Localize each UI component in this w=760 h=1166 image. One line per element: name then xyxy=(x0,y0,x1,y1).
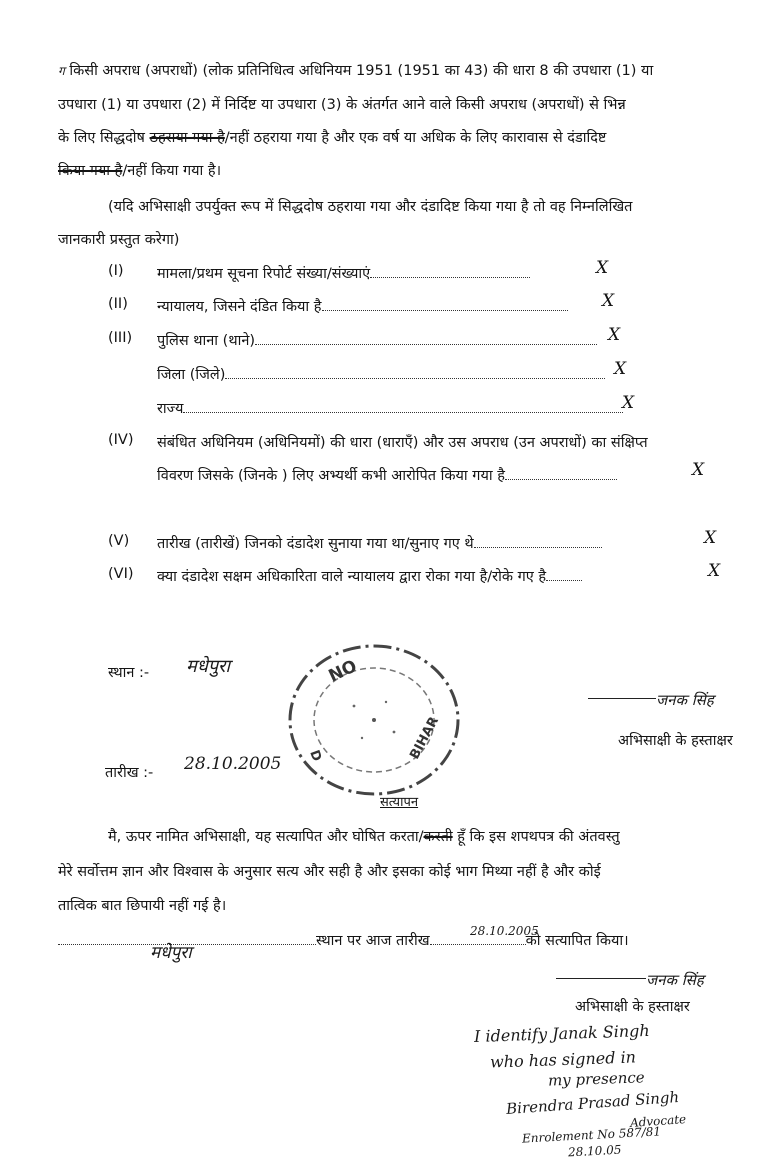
item-iii-label: पुलिस थाना (थाने) xyxy=(157,333,256,349)
verification-end-text: को सत्यापित किया। xyxy=(525,933,629,949)
item-iv-line-2 xyxy=(157,465,617,485)
item-state-value: X xyxy=(622,393,635,413)
item-vi-dotted-line xyxy=(546,568,582,581)
verification-line-3: तात्विक बात छिपायी नहीं गई है। xyxy=(58,898,227,914)
item-vi-num: (VI) xyxy=(108,566,134,582)
item-district-dotted-line xyxy=(225,366,605,379)
item-iii-value: X xyxy=(608,325,621,345)
signature-2 xyxy=(556,970,704,990)
item-v-num: (V) xyxy=(108,533,130,549)
item-vi-label: क्या दंडादेश सक्षम अधिकारिता वाले न्यायालय द्वारा रोका गया है/रोके गए है xyxy=(157,569,547,585)
intro-text-3-post: /नहीं ठहराया गया है और एक वर्ष या अधिक के लिए कारावास से दंडादिष्ट xyxy=(224,130,607,146)
item-iv-dotted-line xyxy=(505,467,617,480)
item-i-label: मामला/प्रथम सूचना रिपोर्ट संख्या/संख्याएं xyxy=(157,266,371,282)
attestation-line-6: Enrolement No 587/81 xyxy=(521,1124,662,1146)
intro-text-3-pre: के लिए सिद्धदोष xyxy=(58,130,145,146)
signature-1-value: जनक सिंह xyxy=(656,691,714,709)
signature-2-line xyxy=(556,978,646,979)
struck-text-sentenced: किया गया है xyxy=(58,163,123,179)
item-iii-dotted-line xyxy=(255,332,597,345)
attestation-line-1: I identify Janak Singh xyxy=(473,1020,650,1047)
item-iv-label-2: विवरण जिसके (जिनके ) लिए अभ्यर्थी कभी आरोपित किया गया है xyxy=(157,468,505,484)
signature-1-caption: अभिसाक्षी के हस्ताक्षर xyxy=(618,733,733,749)
place-value: मधेपुरा xyxy=(186,656,231,677)
intro-line-3 xyxy=(58,127,606,147)
item-ii-label: न्यायालय, जिसने दंडित किया है xyxy=(157,299,322,315)
item-ii-value: X xyxy=(602,291,615,311)
note-line-2: जानकारी प्रस्तुत करेगा) xyxy=(58,232,180,248)
item-iv-label-1: संबंधित अधिनियम (अधिनियमों) की धारा (धाराएँ) और उस अपराध (उन अपराधों) का संक्षिप्त xyxy=(157,435,648,451)
intro-handwritten-mark: ग xyxy=(58,64,65,78)
intro-line-2: उपधारा (1) या उपधारा (2) में निर्दिष्ट या उपधारा (3) के अंतर्गत आने वाले किसी अपराध (अपराधों) से भिन्न xyxy=(58,97,626,113)
verification-line-2: मेरे सर्वोत्तम ज्ञान और विश्वास के अनुसार सत्य और सही है और इसका कोई भाग मिथ्या नहीं है और कोई xyxy=(58,864,601,880)
attestation-line-4: Birendra Prasad Singh xyxy=(505,1087,680,1119)
item-ii xyxy=(157,296,568,316)
item-ii-dotted-line xyxy=(322,298,568,311)
item-vi-value: X xyxy=(708,561,721,581)
stamp-text-top: NO xyxy=(325,656,361,687)
item-v-value: X xyxy=(704,528,717,548)
item-v xyxy=(157,533,602,553)
note-line-1: (यदि अभिसाक्षी उपर्युक्त रूप में सिद्धदोष ठहराया गया और दंडादिष्ट किया गया है तो वह निम्नलिखित xyxy=(108,199,633,215)
intro-line-1 xyxy=(58,60,653,80)
item-district xyxy=(157,364,605,384)
stamp-text-right: BIHAR xyxy=(407,714,442,762)
verification-date-value: 28.10.2005 xyxy=(470,924,539,938)
attestation-line-5: Advocate xyxy=(629,1112,687,1130)
verification-place-value: मधेपुरा xyxy=(150,943,192,963)
intro-text-1: किसी अपराध (अपराधों) (लोक प्रतिनिधित्व अधिनियम 1951 (1951 का 43) की धारा 8 की उपधारा (1) या xyxy=(69,63,654,79)
item-state-dotted-line xyxy=(183,400,623,413)
verification-heading: सत्यापन xyxy=(380,795,419,810)
struck-text-convicted: ठहराया गया है xyxy=(149,130,225,146)
signature-2-value: जनक सिंह xyxy=(646,971,704,989)
item-iii xyxy=(157,330,597,350)
signature-2-caption: अभिसाक्षी के हस्ताक्षर xyxy=(575,999,690,1015)
item-i-value: X xyxy=(596,258,609,278)
signature-1 xyxy=(588,690,714,710)
item-district-value: X xyxy=(614,359,627,379)
place-label: स्थान :- xyxy=(108,665,150,681)
verification-mid-text: स्थान पर आज तारीख xyxy=(316,933,430,949)
item-state xyxy=(157,398,623,418)
date-label: तारीख :- xyxy=(105,765,154,781)
date-value: 28.10.2005 xyxy=(184,754,282,774)
item-i-num: (I) xyxy=(108,263,124,279)
item-v-label: तारीख (तारीखें) जिनको दंडादेश सुनाया गया था/सुनाए गए थे xyxy=(157,536,474,552)
item-iv-num: (IV) xyxy=(108,432,134,448)
item-district-label: जिला (जिले) xyxy=(157,367,226,383)
attestation-line-3: my presence xyxy=(547,1068,645,1090)
item-i-dotted-line xyxy=(370,265,530,278)
verification-line-4 xyxy=(58,930,629,950)
item-iv-value: X xyxy=(692,460,705,480)
item-vi xyxy=(157,566,582,586)
intro-text-4-post: /नहीं किया गया है। xyxy=(122,163,222,179)
verification-text-1-post: हूँ कि इस शपथपत्र की अंतवस्तु xyxy=(457,829,620,845)
attestation-line-2: who has signed in xyxy=(489,1047,637,1072)
signature-1-line xyxy=(588,698,656,699)
item-v-dotted-line xyxy=(474,535,602,548)
item-iii-num: (III) xyxy=(108,330,133,346)
item-i xyxy=(157,263,530,283)
struck-text-karti: करती xyxy=(423,829,453,845)
item-ii-num: (II) xyxy=(108,296,128,312)
stamp-text-left: D xyxy=(306,748,325,764)
intro-line-4 xyxy=(58,160,221,180)
attestation-line-7: 28.10.05 xyxy=(567,1142,622,1160)
item-state-label: राज्य xyxy=(157,401,184,417)
verification-line-1 xyxy=(108,826,620,846)
verification-text-1-pre: मै, ऊपर नामित अभिसाक्षी, यह सत्यापित और घोषित करता/ xyxy=(108,829,424,845)
notary-stamp xyxy=(282,640,472,800)
